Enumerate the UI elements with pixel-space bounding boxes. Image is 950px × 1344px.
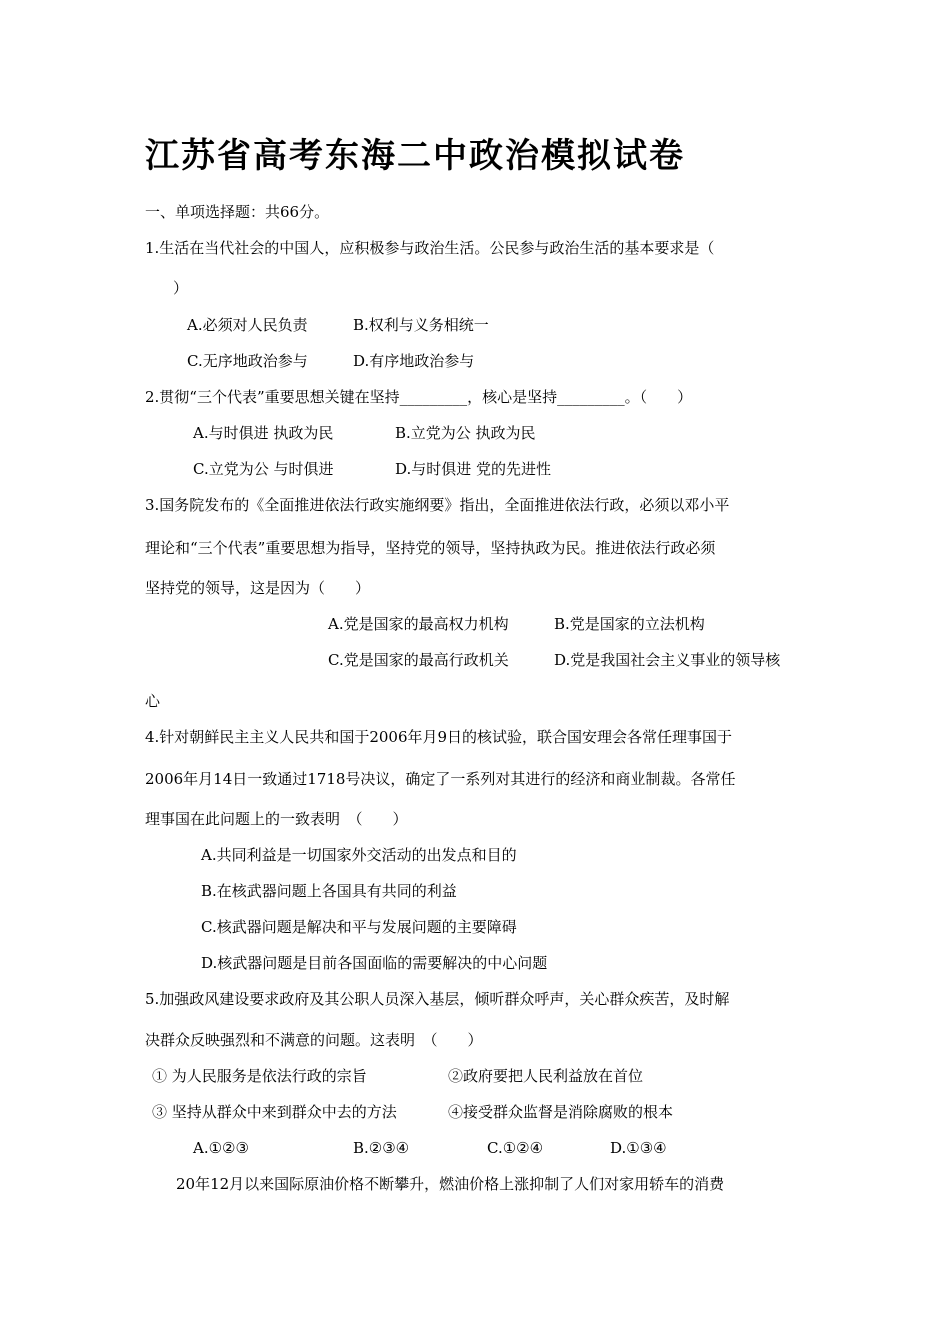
q3-option-c: C.党是国家的最高行政机关 [328,651,509,669]
q3-stem-line3: 坚持党的领导，这是因为（ ） [145,579,371,597]
q4-stem-line1: 4.针对朝鲜民主主义人民共和国于2006年月9日的核试验，联合国安理会各常任理事国于 [145,728,733,746]
q2-option-a: A.与时俱进 执政为民 [193,424,334,442]
q5-statement-1: ① 为人民服务是依法行政的宗旨 [152,1067,367,1085]
q5-stem-line1: 5.加强政风建设要求政府及其公职人员深入基层，倾听群众呼声，关心群众疾苦，及时解 [145,990,730,1008]
q3-option-b: B.党是国家的立法机构 [554,615,705,633]
q4-option-b: B.在核武器问题上各国具有共同的利益 [201,882,457,900]
q5-statement-2: ②政府要把人民利益放在首位 [448,1067,644,1085]
q5-statement-3: ③ 坚持从群众中来到群众中去的方法 [152,1103,397,1121]
q1-stem-line1: 1.生活在当代社会的中国人，应积极参与政治生活。公民参与政治生活的基本要求是（ [145,239,715,257]
q3-option-a: A.党是国家的最高权力机构 [328,615,509,633]
q2-option-b: B.立党为公 执政为民 [395,424,536,442]
q5-option-c: C.①②④ [487,1139,544,1157]
q3-stem-line1: 3.国务院发布的《全面推进依法行政实施纲要》指出，全面推进依法行政，必须以邓小平 [145,496,730,514]
q2-option-d: D.与时俱进 党的先进性 [395,460,552,478]
q1-stem-line2: ） [173,279,189,297]
q4-option-c: C.核武器问题是解决和平与发展问题的主要障碍 [201,918,517,936]
q4-stem-line2: 2006年月14日一致通过1718号决议，确定了一系列对其进行的经济和商业制裁。各常任 [145,770,736,788]
q2-option-c: C.立党为公 与时俱进 [193,460,334,478]
q4-stem-line3: 理事国在此问题上的一致表明 （ ） [145,810,408,828]
q1-option-c: C.无序地政治参与 [187,352,308,370]
q6-intro-line: 20年12月以来国际原油价格不断攀升，燃油价格上涨抑制了人们对家用轿车的消费 [176,1175,725,1193]
q4-option-a: A.共同利益是一切国家外交活动的出发点和目的 [201,846,517,864]
section-heading: 一、单项选择题：共66分。 [145,203,330,221]
q1-option-d: D.有序地政治参与 [353,352,475,370]
q2-stem: 2.贯彻“三个代表”重要思想关键在坚持_________，核心是坚持_________。（ ） [145,388,693,406]
q5-option-b: B.②③④ [353,1139,410,1157]
q4-option-d: D.核武器问题是目前各国面临的需要解决的中心问题 [201,954,548,972]
document-title: 江苏省高考东海二中政治模拟试卷 [145,136,685,176]
q5-option-a: A.①②③ [193,1139,249,1157]
q1-option-a: A.必须对人民负责 [187,316,308,334]
q1-option-b: B.权利与义务相统一 [353,316,489,334]
q3-stem-line2: 理论和“三个代表”重要思想为指导，坚持党的领导，坚持执政为民。推进依法行政必须 [145,539,716,557]
q3-option-d: D.党是我国社会主义事业的领导核 [554,651,781,669]
q5-statement-4: ④接受群众监督是消除腐败的根本 [448,1103,674,1121]
q3-option-d-continued: 心 [145,692,161,710]
q5-stem-line2: 决群众反映强烈和不满意的问题。这表明 （ ） [145,1031,483,1049]
q5-option-d: D.①③④ [610,1139,667,1157]
